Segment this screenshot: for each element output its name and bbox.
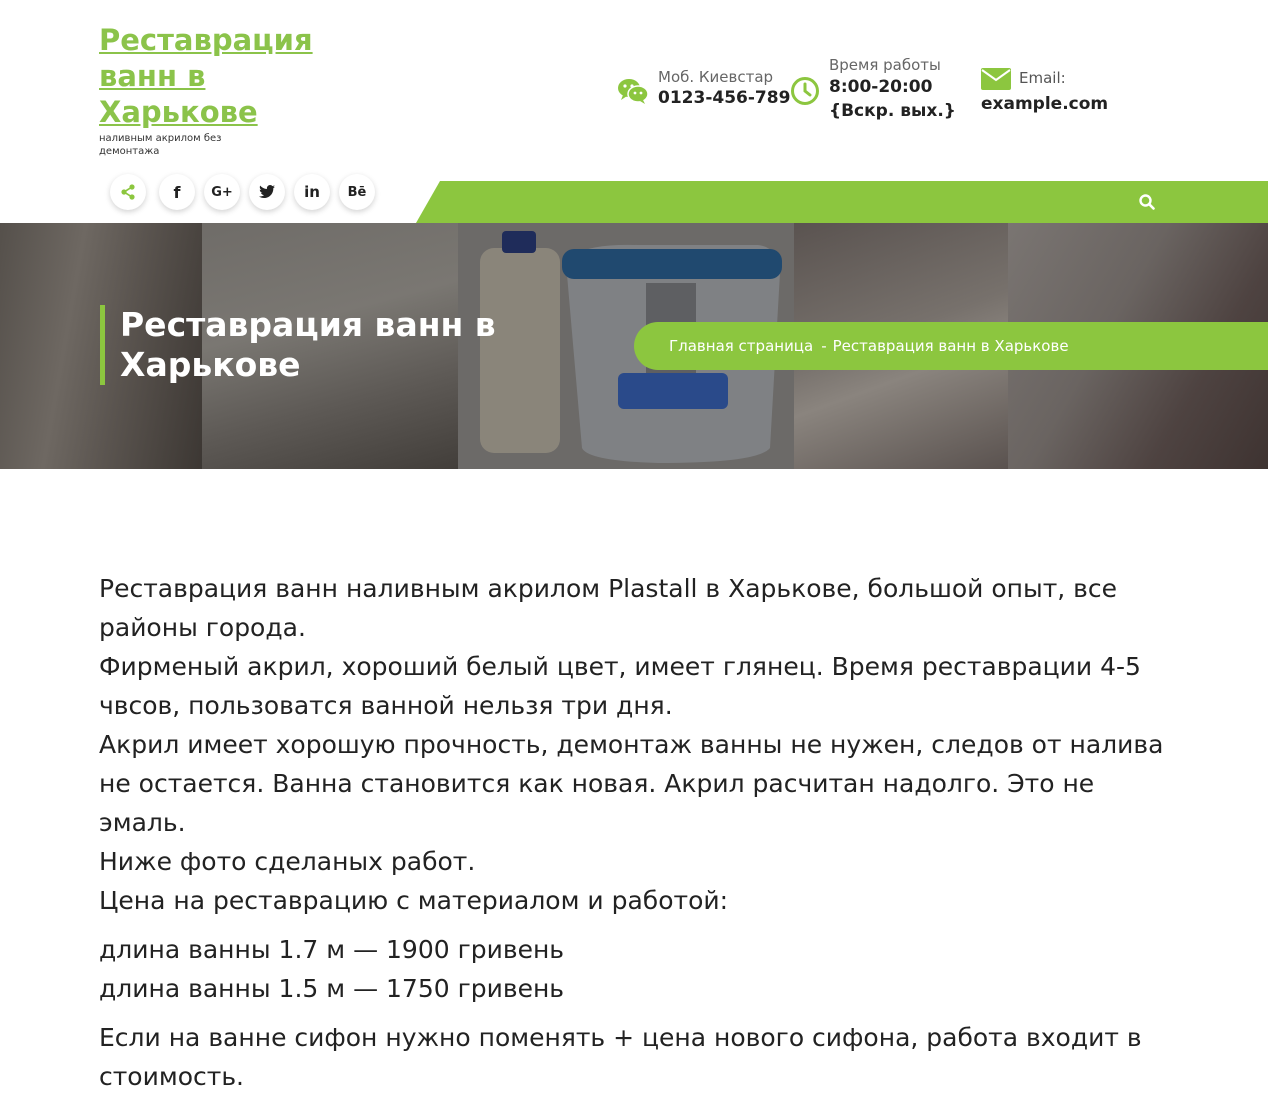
search-icon[interactable] — [1139, 194, 1155, 214]
page-title: Реставрация ванн в Харькове — [100, 305, 540, 385]
hours-note: {Вскр. вых.} — [829, 101, 956, 121]
phone-label: Моб. Киевстар — [658, 68, 774, 86]
linkedin-button[interactable] — [294, 174, 330, 210]
facebook-icon: f — [173, 182, 181, 202]
price-item-2: длина ванны 1.5 м — 1750 гривень — [99, 974, 565, 1003]
content-note: Если на ванне сифон нужно поменять + цена нового сифона, работа входит в стоимость. — [99, 1023, 1142, 1091]
intro-line-5: Цена на реставрацию с материалом и работой: — [99, 886, 729, 915]
breadcrumb-separator: - — [821, 337, 827, 355]
site-title-link[interactable]: Реставрация ванн в Харькове — [99, 23, 313, 129]
google-plus-button[interactable] — [204, 174, 240, 210]
twitter-button[interactable] — [249, 174, 285, 210]
price-item-1: длина ванны 1.7 м — 1900 гривень — [99, 935, 565, 964]
share-icon — [120, 184, 136, 200]
hours-label: Время работы — [829, 56, 941, 74]
site-branding — [99, 22, 359, 158]
breadcrumb-home-link[interactable]: Главная страница — [669, 337, 814, 355]
email-value[interactable]: example.com — [981, 94, 1109, 114]
hours-value: 8:00-20:00 — [829, 77, 933, 97]
linkedin-icon: in — [304, 183, 320, 201]
price-list — [99, 930, 1179, 1008]
phone-value[interactable]: 0123-456-789 — [658, 88, 791, 108]
breadcrumb — [634, 322, 1268, 370]
site-tagline: наливным акрилом без демонтажа — [99, 133, 222, 157]
clock-icon — [790, 76, 820, 110]
email-label: Email: — [1019, 69, 1066, 87]
content-intro — [99, 569, 1179, 920]
contact-hours — [790, 52, 960, 128]
main-navigation-bar — [416, 181, 1268, 223]
breadcrumb-current: Реставрация ванн в Харькове — [832, 337, 1069, 355]
intro-line-2: Фирменый акрил, хороший белый цвет, имеет глянец. Время реставрации 4-5 чвсов, пользоватся ванной нельзя три дня. — [99, 652, 1141, 720]
facebook-button[interactable] — [159, 174, 195, 210]
intro-line-3: Акрил имеет хорошую прочность, демонтаж ванны не нужен, следов от налива не остается. Ванна становится как новая. Акрил расчитан надолго. Это не эмаль. — [99, 730, 1164, 837]
share-button[interactable] — [110, 174, 146, 210]
article-content — [99, 569, 1179, 1106]
wechat-icon — [617, 77, 649, 109]
site-header — [0, 0, 1268, 223]
twitter-icon — [259, 185, 275, 199]
google-plus-icon: G+ — [211, 184, 233, 200]
intro-line-4: Ниже фото сделаных работ. — [99, 847, 476, 876]
contact-phone — [617, 64, 791, 114]
intro-line-1: Реставрация ванн наливным акрилом Plastall в Харькове, большой опыт, все районы города. — [99, 574, 1118, 642]
envelope-icon — [981, 68, 1011, 94]
behance-button[interactable] — [339, 174, 375, 210]
contact-email — [981, 64, 1141, 118]
behance-icon: Bē — [347, 184, 367, 200]
